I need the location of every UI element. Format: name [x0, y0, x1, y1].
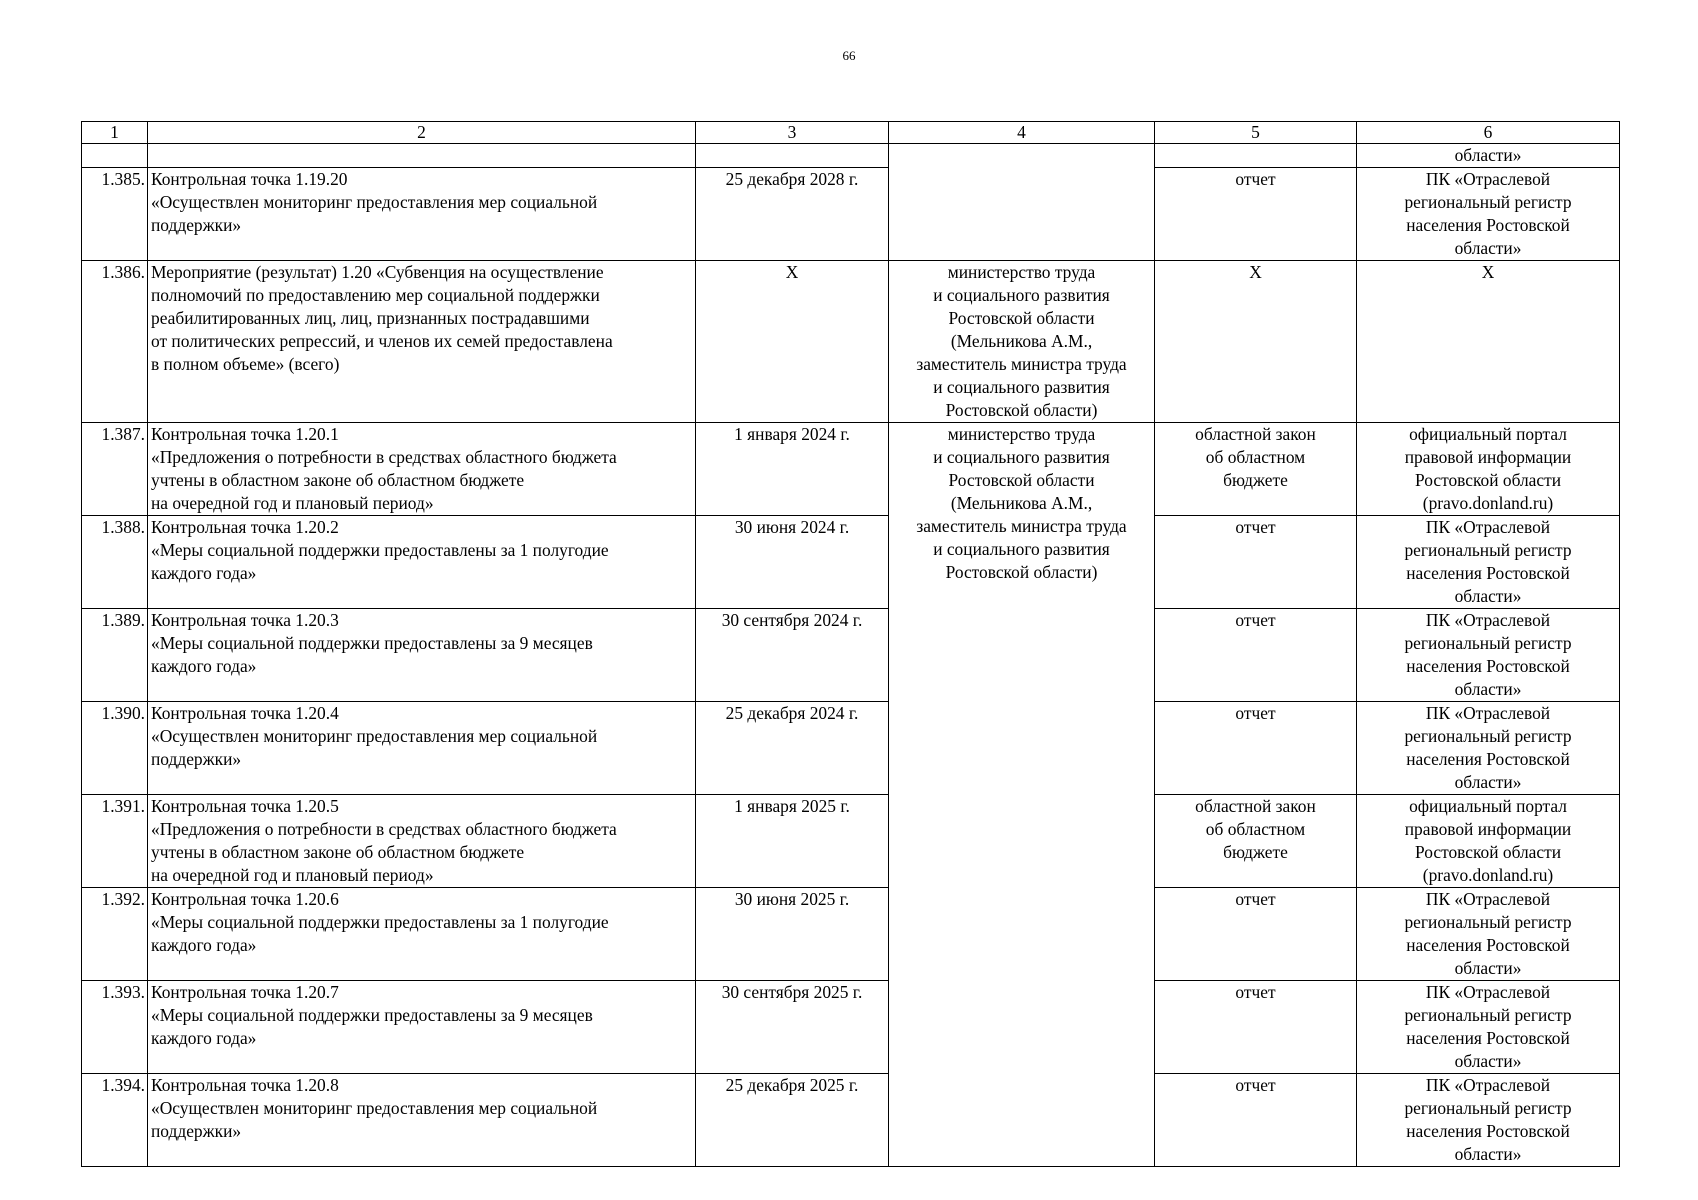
row-document-line: бюджете [1223, 842, 1288, 862]
responsible-line: Ростовской области) [945, 400, 1098, 420]
row-source-line: X [1481, 262, 1495, 282]
row-name-line: поддержки» [151, 1121, 242, 1141]
row-name-line: Контрольная точка 1.20.6 [151, 889, 339, 909]
row-source-line: населения Ростовской [1406, 935, 1570, 955]
row-name-line: Контрольная точка 1.20.7 [151, 982, 339, 1002]
row-source-line: ПК «Отраслевой [1425, 703, 1551, 723]
row-name [148, 516, 696, 609]
row-name-line: от политических репрессий, и членов их семей предоставлена [151, 331, 613, 351]
responsible-line: и социального развития [933, 285, 1110, 305]
row-source-line: официальный портал [1409, 796, 1567, 816]
row-name-line: «Осуществлен мониторинг предоставления мер социальной [151, 192, 598, 212]
row-name-line: поддержки» [151, 749, 242, 769]
row-responsible [889, 423, 1155, 1167]
row-document [1155, 168, 1357, 261]
row-source-line: области» [1454, 772, 1522, 792]
row-source-line: региональный регистр [1404, 540, 1572, 560]
row-source [1357, 516, 1620, 609]
header-cell: 6 [1357, 122, 1620, 144]
num-cell [82, 144, 148, 168]
row-date: 25 декабря 2024 г. [696, 702, 889, 795]
row-source-line: населения Ростовской [1406, 563, 1570, 583]
row-document [1155, 795, 1357, 888]
row-source-line: области» [1454, 1051, 1522, 1071]
row-name-line: Контрольная точка 1.20.3 [151, 610, 339, 630]
row-date: 30 июня 2024 г. [696, 516, 889, 609]
row-name-line: Контрольная точка 1.20.8 [151, 1075, 339, 1095]
row-name-line: «Осуществлен мониторинг предоставления мер социальной [151, 1098, 598, 1118]
responsible-line: Ростовской области [948, 470, 1095, 490]
row-source [1357, 168, 1620, 261]
responsible-line: министерство труда [947, 262, 1096, 282]
row-number: 1.390. [82, 702, 148, 795]
table-row [82, 795, 1620, 888]
row-name [148, 888, 696, 981]
row-source-line: населения Ростовской [1406, 1028, 1570, 1048]
table-row [82, 1074, 1620, 1167]
row-document [1155, 1074, 1357, 1167]
row-name-line: «Предложения о потребности в средствах областного бюджета [151, 819, 617, 839]
responsible-line: министерство труда [947, 424, 1096, 444]
row-name-line: Контрольная точка 1.20.5 [151, 796, 339, 816]
row-source-line: населения Ростовской [1406, 656, 1570, 676]
row-source-line: населения Ростовской [1406, 215, 1570, 235]
row-document-line: областной закон [1195, 424, 1316, 444]
responsible-line: Ростовской области) [945, 562, 1098, 582]
row-source-line: правовой информации [1404, 819, 1572, 839]
row-name [148, 981, 696, 1074]
row-name-line: «Меры социальной поддержки предоставлены за 1 полугодие [151, 912, 609, 932]
row-date: 25 декабря 2028 г. [696, 168, 889, 261]
row-document-line: отчет [1235, 517, 1276, 537]
row-source-line: региональный регистр [1404, 633, 1572, 653]
responsible-line: и социального развития [933, 377, 1110, 397]
date-cell [696, 144, 889, 168]
responsible-cell [889, 144, 1155, 261]
responsible-line: (Мельникова А.М., [950, 493, 1093, 513]
responsible-line: Ростовской области [948, 308, 1095, 328]
row-document-line: об областном [1205, 447, 1306, 467]
header-cell: 4 [889, 122, 1155, 144]
doc-cell [1155, 144, 1357, 168]
row-document-line: отчет [1235, 610, 1276, 630]
row-name-line: каждого года» [151, 935, 257, 955]
row-date: 30 июня 2025 г. [696, 888, 889, 981]
row-number: 1.391. [82, 795, 148, 888]
row-document [1155, 261, 1357, 423]
row-source-line: населения Ростовской [1406, 749, 1570, 769]
row-name [148, 168, 696, 261]
table-row [82, 423, 1620, 516]
row-name-line: каждого года» [151, 656, 257, 676]
row-document [1155, 609, 1357, 702]
row-name-line: «Меры социальной поддержки предоставлены за 9 месяцев [151, 633, 593, 653]
row-name-line: Контрольная точка 1.20.4 [151, 703, 339, 723]
row-source [1357, 702, 1620, 795]
row-date: 30 сентября 2025 г. [696, 981, 889, 1074]
row-date: X [696, 261, 889, 423]
responsible-line: заместитель министра труда [916, 354, 1127, 374]
row-source-line: региональный регистр [1404, 192, 1572, 212]
row-source-line: области» [1454, 1144, 1522, 1164]
row-source-line: региональный регистр [1404, 1098, 1572, 1118]
table-row [82, 981, 1620, 1074]
row-name-line: учтены в областном законе об областном бюджете [151, 842, 525, 862]
row-source-line: области» [1454, 586, 1522, 606]
row-document-line: X [1249, 262, 1262, 282]
row-name-line: на очередной год и плановый период» [151, 493, 434, 513]
row-source-line: области» [1454, 679, 1522, 699]
row-document-line: отчет [1235, 169, 1276, 189]
row-source-line: Ростовской области [1414, 842, 1562, 862]
row-document-line: отчет [1235, 889, 1276, 909]
row-document-line: отчет [1235, 703, 1276, 723]
row-source-line: ПК «Отраслевой [1425, 889, 1551, 909]
row-source-line: (pravo.donland.ru) [1422, 865, 1554, 885]
table-row [82, 168, 1620, 261]
row-number: 1.393. [82, 981, 148, 1074]
row-source [1357, 981, 1620, 1074]
row-name [148, 261, 696, 423]
row-document [1155, 516, 1357, 609]
row-date: 25 декабря 2025 г. [696, 1074, 889, 1167]
row-name-line: «Меры социальной поддержки предоставлены за 1 полугодие [151, 540, 609, 560]
row-source [1357, 888, 1620, 981]
row-source-line: области» [1454, 958, 1522, 978]
row-source [1357, 609, 1620, 702]
row-name-line: «Предложения о потребности в средствах областного бюджета [151, 447, 617, 467]
row-source-line: ПК «Отраслевой [1425, 1075, 1551, 1095]
row-number: 1.386. [82, 261, 148, 423]
row-date: 1 января 2025 г. [696, 795, 889, 888]
row-name [148, 609, 696, 702]
page-number: 66 [842, 48, 856, 63]
table-row [82, 261, 1620, 423]
row-source [1357, 423, 1620, 516]
row-name-line: на очередной год и плановый период» [151, 865, 434, 885]
row-source-line: ПК «Отраслевой [1425, 982, 1551, 1002]
row-name-line: Мероприятие (результат) 1.20 «Субвенция на осуществление [151, 262, 604, 282]
header-cell: 3 [696, 122, 889, 144]
row-source-line: (pravo.donland.ru) [1422, 493, 1554, 513]
name-cell [148, 144, 696, 168]
row-source-line: региональный регистр [1404, 1005, 1572, 1025]
row-responsible [889, 261, 1155, 423]
row-source-line: региональный регистр [1404, 912, 1572, 932]
row-source-line: населения Ростовской [1406, 1121, 1570, 1141]
continuation-row [82, 144, 1620, 168]
row-source-line: Ростовской области [1414, 470, 1562, 490]
row-number: 1.394. [82, 1074, 148, 1167]
row-name-line: Контрольная точка 1.19.20 [151, 169, 348, 189]
header-cell: 2 [148, 122, 696, 144]
row-number: 1.392. [82, 888, 148, 981]
responsible-line: (Мельникова А.М., [950, 331, 1093, 351]
row-document-line: отчет [1235, 1075, 1276, 1095]
row-name [148, 1074, 696, 1167]
row-source-line: ПК «Отраслевой [1425, 610, 1551, 630]
row-document [1155, 888, 1357, 981]
row-source-line: правовой информации [1404, 447, 1572, 467]
row-document [1155, 981, 1357, 1074]
table-row [82, 888, 1620, 981]
row-name-line: учтены в областном законе об областном бюджете [151, 470, 525, 490]
row-name [148, 702, 696, 795]
row-name [148, 795, 696, 888]
row-name-line: «Меры социальной поддержки предоставлены за 9 месяцев [151, 1005, 593, 1025]
responsible-line: и социального развития [933, 447, 1110, 467]
row-source-line: области» [1454, 238, 1522, 258]
row-document [1155, 702, 1357, 795]
row-document-line: отчет [1235, 982, 1276, 1002]
row-number: 1.387. [82, 423, 148, 516]
row-name-line: «Осуществлен мониторинг предоставления мер социальной [151, 726, 598, 746]
row-name-line: Контрольная точка 1.20.2 [151, 517, 339, 537]
row-source [1357, 795, 1620, 888]
header-row [82, 122, 1620, 144]
table-row [82, 702, 1620, 795]
row-source-line: региональный регистр [1404, 726, 1572, 746]
row-number: 1.389. [82, 609, 148, 702]
table-row [82, 609, 1620, 702]
row-name [148, 423, 696, 516]
row-source-line: ПК «Отраслевой [1425, 517, 1551, 537]
header-cell: 5 [1155, 122, 1357, 144]
row-name-line: реабилитированных лиц, лиц, признанных пострадавшими [151, 308, 590, 328]
row-document-line: бюджете [1223, 470, 1288, 490]
control-points-table [81, 121, 1620, 1167]
row-name-line: в полном объеме» (всего) [151, 354, 340, 374]
row-document-line: об областном [1205, 819, 1306, 839]
responsible-line: и социального развития [933, 539, 1110, 559]
table-row [82, 516, 1620, 609]
row-document-line: областной закон [1195, 796, 1316, 816]
row-document [1155, 423, 1357, 516]
row-source-line: официальный портал [1409, 424, 1567, 444]
row-date: 30 сентября 2024 г. [696, 609, 889, 702]
responsible-line: заместитель министра труда [916, 516, 1127, 536]
row-name-line: Контрольная точка 1.20.1 [151, 424, 339, 444]
row-name-line: каждого года» [151, 1028, 257, 1048]
row-name-line: полномочий по предоставлению мер социальной поддержки [151, 285, 600, 305]
row-date: 1 января 2024 г. [696, 423, 889, 516]
source-cell: области» [1357, 144, 1620, 168]
row-source [1357, 1074, 1620, 1167]
row-source [1357, 261, 1620, 423]
row-number: 1.388. [82, 516, 148, 609]
row-name-line: поддержки» [151, 215, 242, 235]
row-source-line: ПК «Отраслевой [1425, 169, 1551, 189]
row-number: 1.385. [82, 168, 148, 261]
row-name-line: каждого года» [151, 563, 257, 583]
header-cell: 1 [82, 122, 148, 144]
